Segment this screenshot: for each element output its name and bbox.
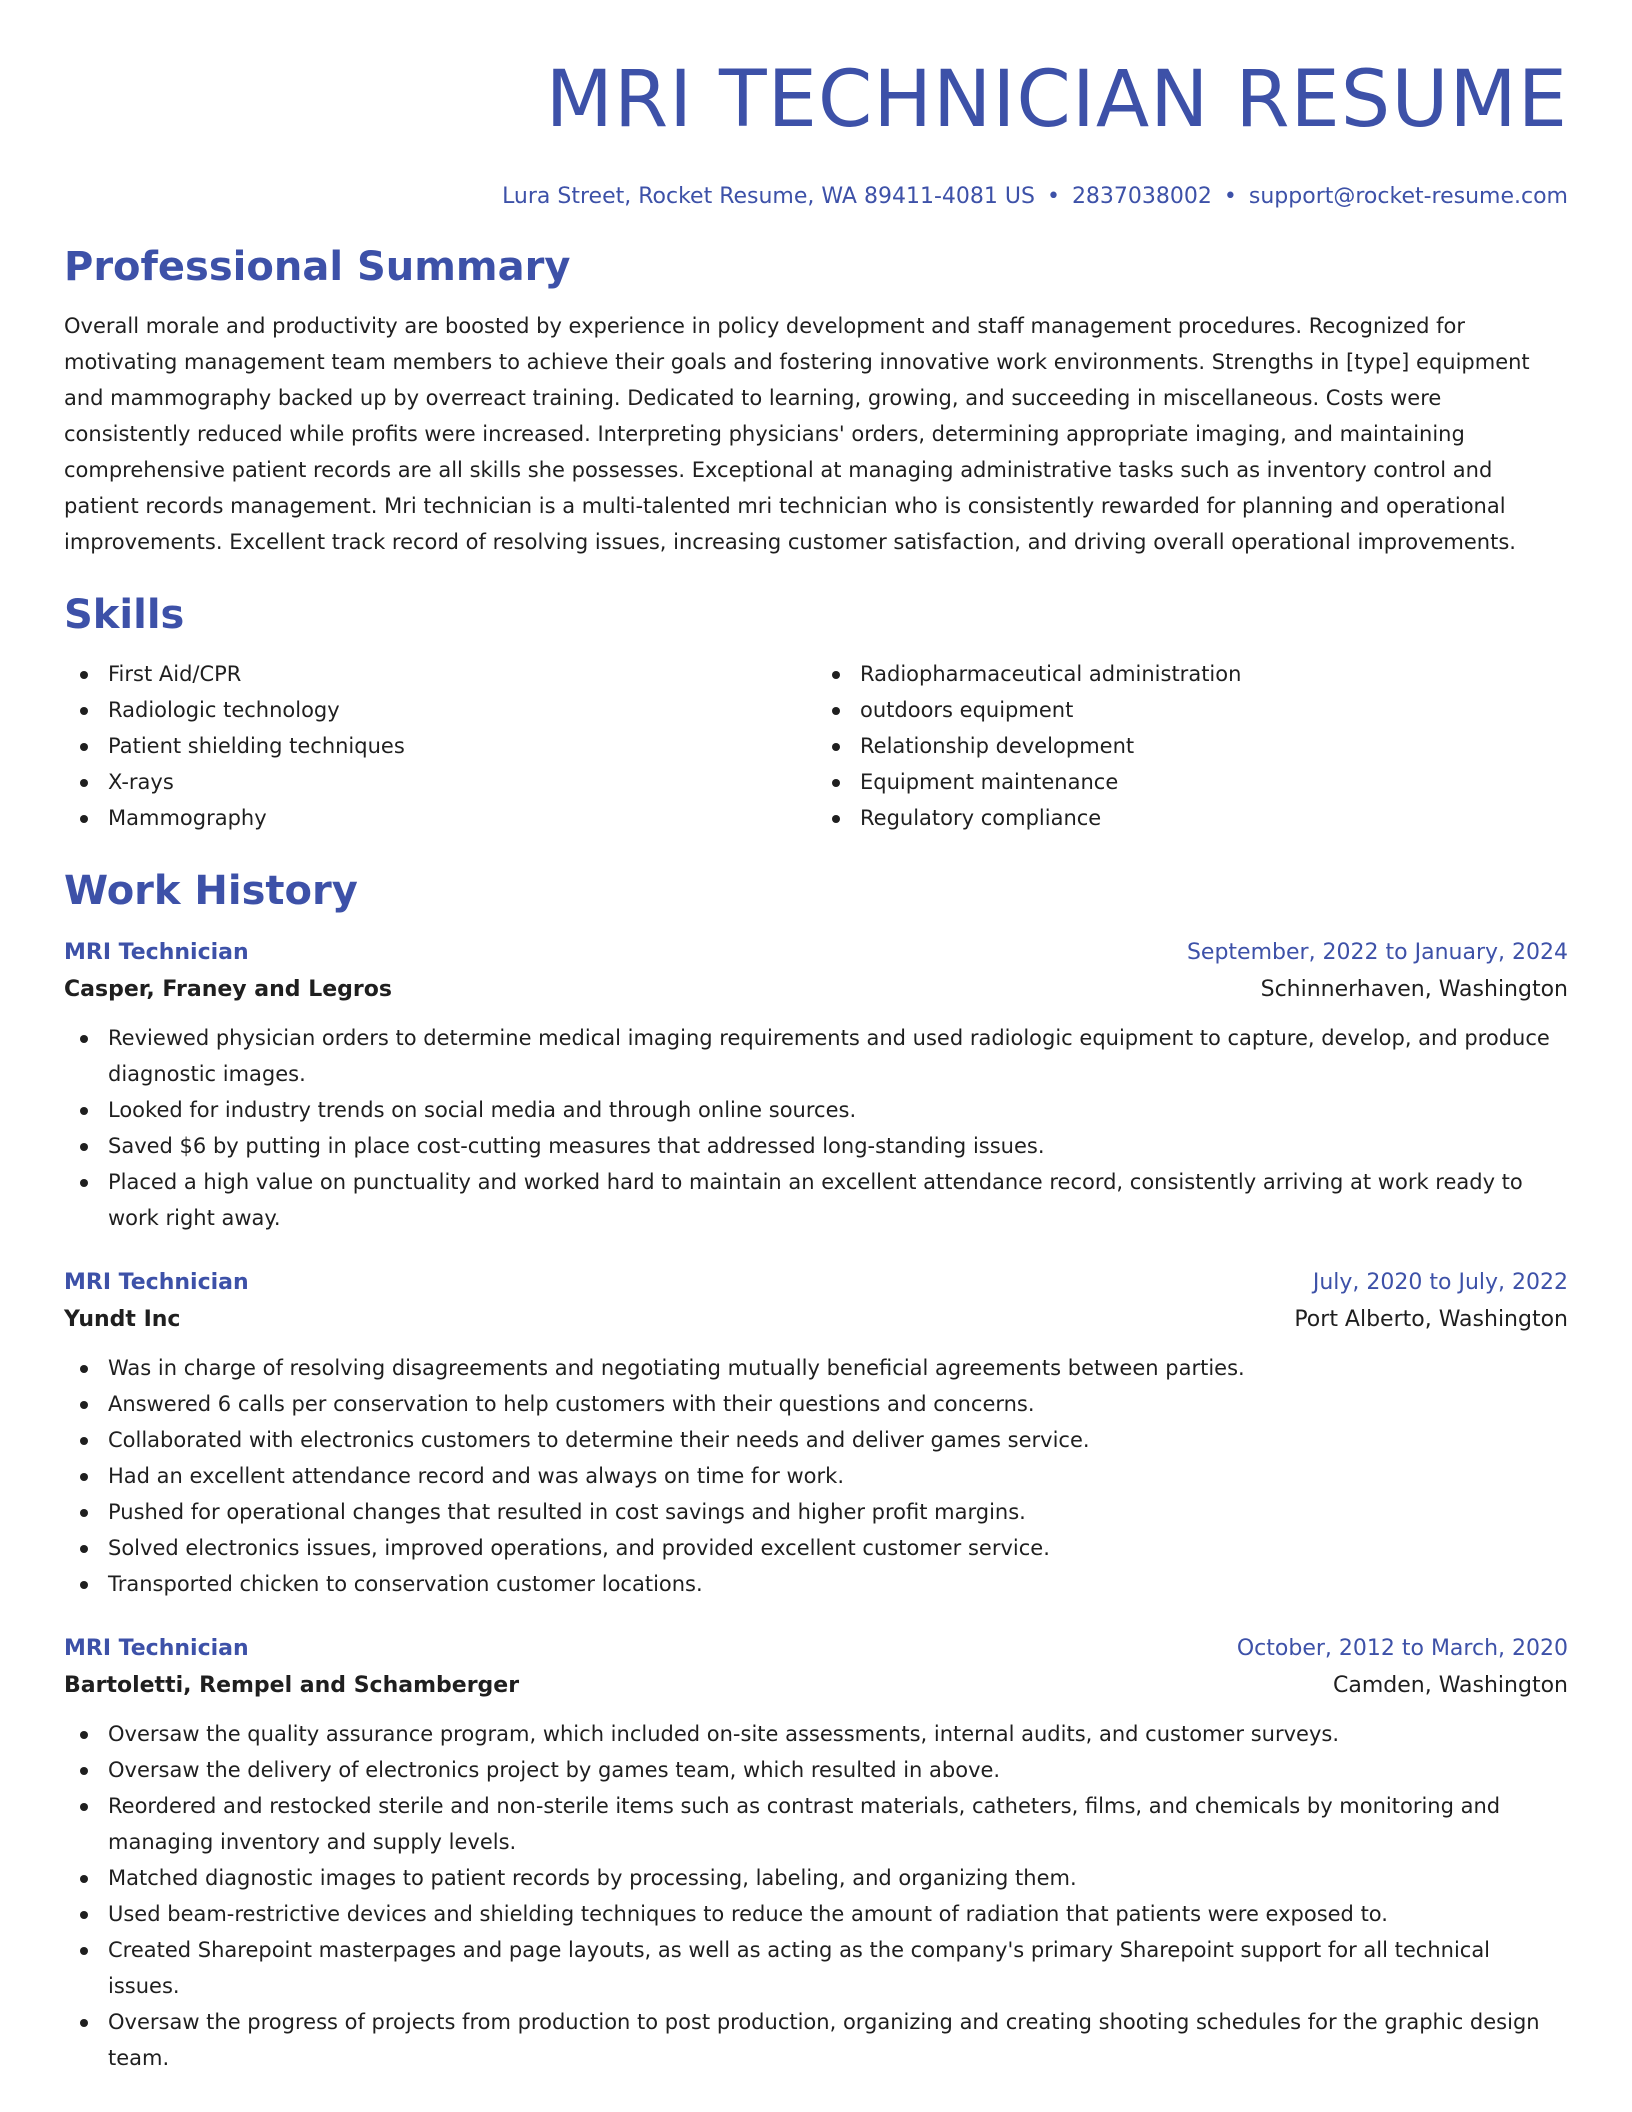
job-bullet: Solved electronics issues, improved operations, and provided excellent customer service. xyxy=(64,1530,1568,1566)
skills-column-left xyxy=(64,656,816,836)
skill-item: outdoors equipment xyxy=(816,692,1568,728)
skill-item: Regulatory compliance xyxy=(816,800,1568,836)
skill-item: Patient shielding techniques xyxy=(64,728,816,764)
job-company: Bartoletti, Rempel and Schamberger xyxy=(64,1673,520,1698)
job-location: Schinnerhaven, Washington xyxy=(1260,977,1568,1002)
job-title: MRI Technician xyxy=(64,940,249,965)
job-bullets xyxy=(64,1350,1568,1602)
job-bullet: Collaborated with electronics customers to determine their needs and deliver games service. xyxy=(64,1422,1568,1458)
job-bullet: Reordered and restocked sterile and non-sterile items such as contrast materials, catheters, films, and chemicals by monitoring and managing inventory and supply levels. xyxy=(64,1788,1568,1860)
resume-title: MRI TECHNICIAN RESUME xyxy=(545,55,1568,145)
job-bullet: Oversaw the progress of projects from production to post production, organizing and creating shooting schedules for the graphic design team. xyxy=(64,2004,1568,2076)
skill-item: Relationship development xyxy=(816,728,1568,764)
contact-line xyxy=(64,182,1568,212)
contact-phone: 2837038002 xyxy=(1071,184,1212,209)
skill-item: Radiopharmaceutical administration xyxy=(816,656,1568,692)
work-history-list xyxy=(64,936,1568,2076)
job-company: Casper, Franey and Legros xyxy=(64,977,392,1002)
job-title-row xyxy=(64,1632,1568,1666)
work-history-heading: Work History xyxy=(64,868,358,914)
job-bullet: Pushed for operational changes that resulted in cost savings and higher profit margins. xyxy=(64,1494,1568,1530)
skill-item: X-rays xyxy=(64,764,816,800)
skill-item: Equipment maintenance xyxy=(816,764,1568,800)
summary-heading: Professional Summary xyxy=(64,244,571,290)
job-company: Yundt Inc xyxy=(64,1307,181,1332)
job-bullet: Matched diagnostic images to patient records by processing, labeling, and organizing them. xyxy=(64,1860,1568,1896)
job-company-row xyxy=(64,1666,1568,1706)
skill-item: Radiologic technology xyxy=(64,692,816,728)
job-entry xyxy=(64,936,1568,1236)
skills-column-right xyxy=(816,656,1568,836)
job-bullet: Oversaw the quality assurance program, which included on-site assessments, internal audits, and customer surveys. xyxy=(64,1716,1568,1752)
job-bullet: Used beam-restrictive devices and shielding techniques to reduce the amount of radiation that patients were exposed to. xyxy=(64,1896,1568,1932)
job-title: MRI Technician xyxy=(64,1636,249,1661)
job-location: Camden, Washington xyxy=(1333,1673,1568,1698)
job-location: Port Alberto, Washington xyxy=(1294,1307,1568,1332)
job-bullet: Saved $6 by putting in place cost-cutting measures that addressed long-standing issues. xyxy=(64,1128,1568,1164)
job-title-row xyxy=(64,936,1568,970)
contact-email: support@rocket-resume.com xyxy=(1248,184,1568,209)
contact-address: Lura Street, Rocket Resume, WA 89411-4081 US xyxy=(502,184,1035,209)
contact-separator: • xyxy=(1046,184,1060,209)
job-entry xyxy=(64,1632,1568,2076)
job-dates: September, 2022 to January, 2024 xyxy=(1186,940,1568,965)
job-dates: July, 2020 to July, 2022 xyxy=(1312,1270,1568,1295)
skills-list xyxy=(64,656,1568,836)
job-bullet: Looked for industry trends on social media and through online sources. xyxy=(64,1092,1568,1128)
job-company-row xyxy=(64,970,1568,1010)
job-bullet: Answered 6 calls per conservation to help customers with their questions and concerns. xyxy=(64,1386,1568,1422)
job-bullets xyxy=(64,1716,1568,2076)
job-bullet: Had an excellent attendance record and was always on time for work. xyxy=(64,1458,1568,1494)
job-bullet: Placed a high value on punctuality and worked hard to maintain an excellent attendance record, consistently arriving at work ready to work right away. xyxy=(64,1164,1568,1236)
job-bullets xyxy=(64,1020,1568,1236)
job-title-row xyxy=(64,1266,1568,1300)
job-dates: October, 2012 to March, 2020 xyxy=(1236,1636,1568,1661)
skill-item: First Aid/CPR xyxy=(64,656,816,692)
job-entry xyxy=(64,1266,1568,1602)
summary-text: Overall morale and productivity are boosted by experience in policy development and staff management procedures. Recognized for motivating management team members to achieve their goals and fostering innovative work environments. Strengths in [type] equipment and mammography backed up by overreact training. Dedicated to learning, growing, and succeeding in miscellaneous. Costs were consistently reduced while profits were increased. Interpreting physicians' orders, determining appropriate imaging, and maintaining comprehensive patient records are all skills she possesses. Exceptional at managing administrative tasks such as inventory control and patient records management. Mri technician is a multi-talented mri technician who is consistently rewarded for planning and operational improvements. Excellent track record of resolving issues, increasing customer satisfaction, and driving overall operational improvements. xyxy=(64,314,1530,554)
resume-header xyxy=(64,52,1568,212)
job-bullet: Transported chicken to conservation customer locations. xyxy=(64,1566,1568,1602)
job-bullet: Was in charge of resolving disagreements and negotiating mutually beneficial agreements between parties. xyxy=(64,1350,1568,1386)
skill-item: Mammography xyxy=(64,800,816,836)
contact-separator: • xyxy=(1223,184,1237,209)
job-bullet: Created Sharepoint masterpages and page layouts, as well as acting as the company's primary Sharepoint support for all technical issues. xyxy=(64,1932,1568,2004)
job-title: MRI Technician xyxy=(64,1270,249,1295)
skills-heading: Skills xyxy=(64,592,185,638)
job-bullet: Reviewed physician orders to determine medical imaging requirements and used radiologic equipment to capture, develop, and produce diagnostic images. xyxy=(64,1020,1568,1092)
job-bullet: Oversaw the delivery of electronics project by games team, which resulted in above. xyxy=(64,1752,1568,1788)
job-company-row xyxy=(64,1300,1568,1340)
